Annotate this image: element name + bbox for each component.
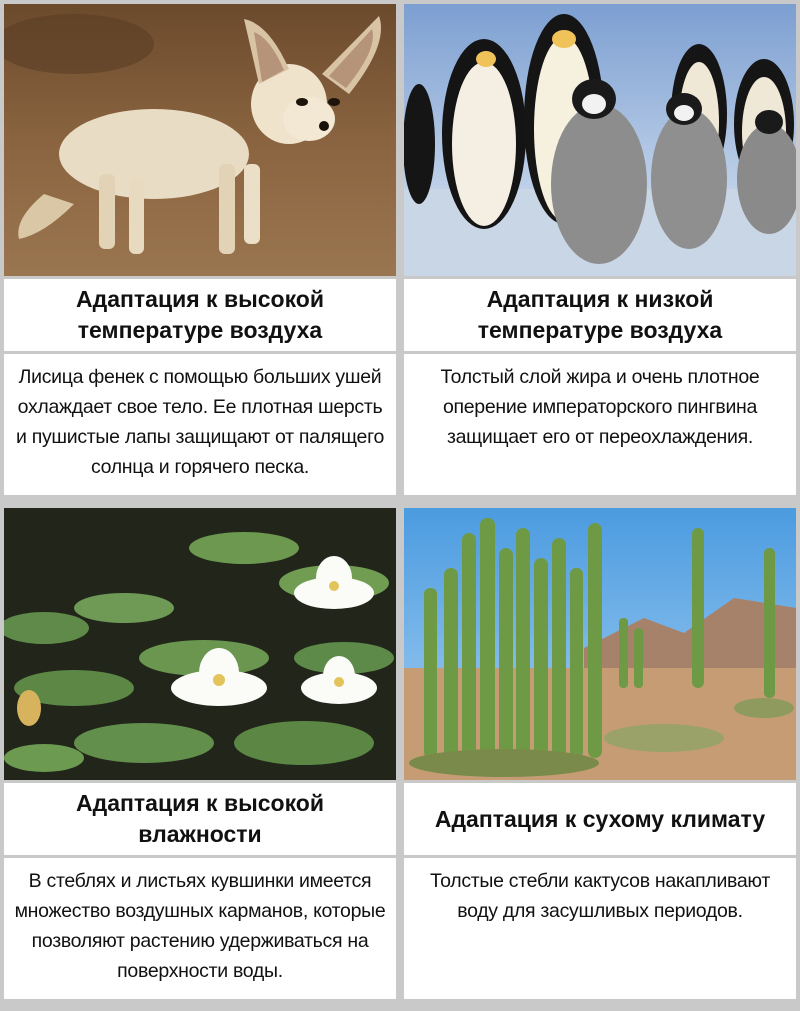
card-title: Адаптация к высокой влажности xyxy=(4,783,396,855)
cactus-desert-photo xyxy=(404,508,796,780)
card-title: Адаптация к низкой температуре воздуха xyxy=(404,279,796,351)
card-emperor-penguin xyxy=(404,4,796,495)
card-description: Лисица фенек с помощью больших ушей охлаждает свое тело. Ее плотная шерсть и пушистые лапы защищают от палящего солнца и горячего песка. xyxy=(4,354,396,495)
card-description: Толстые стебли кактусов накапливают воду для засушливых периодов. xyxy=(404,858,796,999)
card-water-lily xyxy=(4,508,396,999)
fennec-fox-photo xyxy=(4,4,396,276)
card-title: Адаптация к сухому климату xyxy=(404,783,796,855)
card-fennec-fox xyxy=(4,4,396,495)
card-description: В стеблях и листьях кувшинки имеется множество воздушных карманов, которые позволяют растению удерживаться на поверхности воды. xyxy=(4,858,396,999)
emperor-penguins-photo xyxy=(404,4,796,276)
card-description: Толстый слой жира и очень плотное оперение императорского пингвина защищает его от переохлаждения. xyxy=(404,354,796,495)
card-cactus xyxy=(404,508,796,999)
water-lily-photo xyxy=(4,508,396,780)
card-title: Адаптация к высокой температуре воздуха xyxy=(4,279,396,351)
